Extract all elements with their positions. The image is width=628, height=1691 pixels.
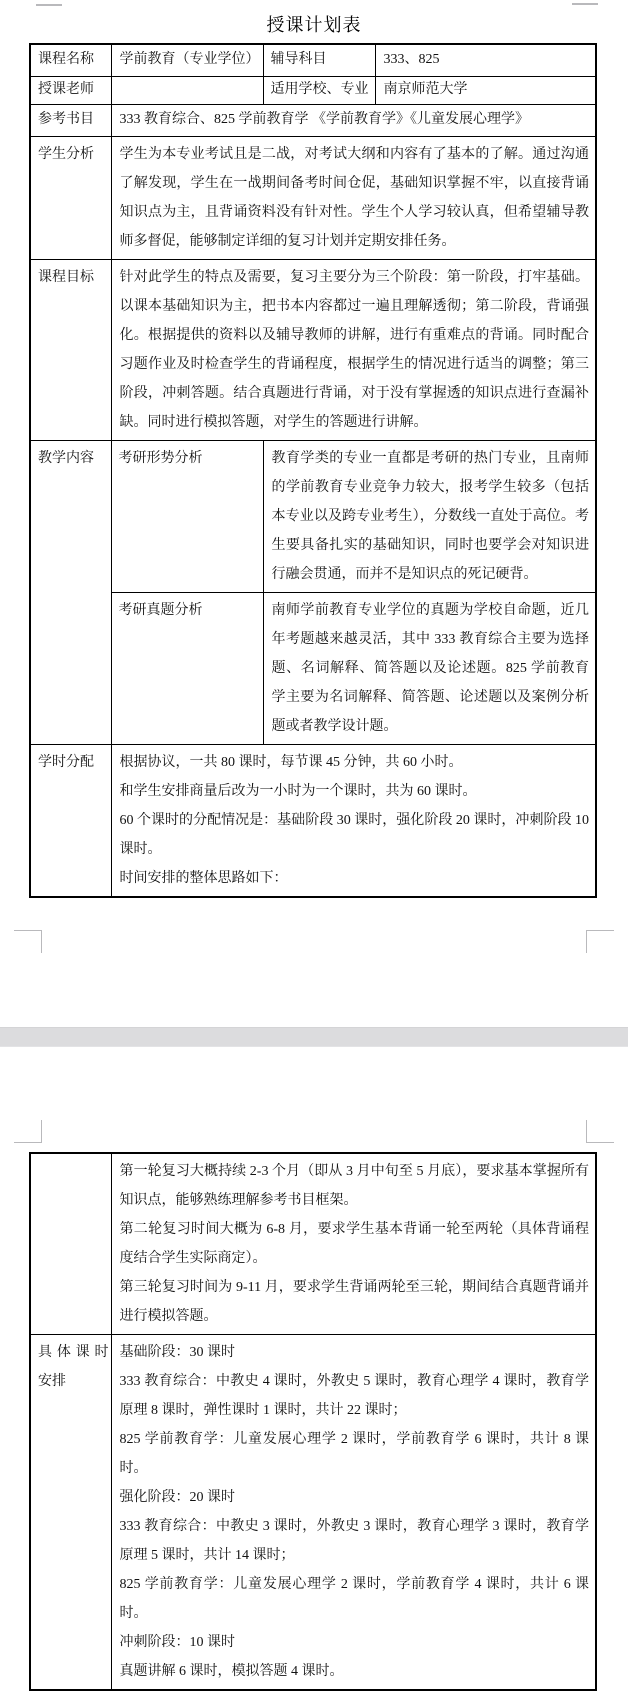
schedule-paragraph: 333 教育综合：中教史 4 课时，外教史 5 课时，教育心理学 4 课时，教育学原理 8 课时，弹性课时 1 课时，共计 22 课时； <box>119 1374 589 1418</box>
hours-paragraph: 根据协议，一共 80 课时，每节课 45 分钟，共 60 小时。 <box>119 754 463 770</box>
schedule-paragraph: 真题讲解 6 课时，模拟答题 4 课时。 <box>119 1664 344 1679</box>
hours-allocation-continued-cell <box>111 1153 596 1335</box>
teacher-value <box>111 76 263 104</box>
past-papers-label: 考研真题分析 <box>111 592 263 744</box>
course-goal-value: 针对此学生的特点及需要，复习主要分为三个阶段：第一阶段，打牢基础。以课本基础知识为主，把书本内容都过一遍且理解透彻；第二阶段，背诵强化。根据提供的资料以及辅导教师的讲解，进行有重难点的背诵。同时配合习题作业及时检查学生的背诵程度，根据学生的情况进行适当的调整；第三阶段，冲刺答题。结合真题进行背诵，对于没有掌握透的知识点进行查漏补缺。同时进行模拟答题，对学生的答题进行讲解。 <box>111 259 596 440</box>
schedule-paragraph: 强化阶段：20 课时 <box>119 1490 235 1505</box>
reference-books-value: 333 教育综合、825 学前教育学 《学前教育学》《儿童发展心理学》 <box>111 104 596 136</box>
schedule-label-line: 安排 <box>38 1374 66 1389</box>
margin-mark-bottom-left <box>14 930 42 931</box>
table-row <box>30 440 596 592</box>
reference-books-label: 参考书目 <box>30 104 111 136</box>
margin-mark-bottom-left <box>41 930 42 953</box>
margin-mark-top-right <box>586 1120 587 1142</box>
page-break-gap <box>0 1027 628 1047</box>
course-goal-label: 课程目标 <box>30 259 111 440</box>
student-analysis-label: 学生分析 <box>30 136 111 259</box>
hours-allocation-cell <box>111 744 596 897</box>
hours-paragraph: 时间安排的整体思路如下： <box>119 870 288 886</box>
margin-mark-bottom-right <box>586 930 614 931</box>
review-round-paragraph: 第二轮复习时间大概为 6-8 月，要求学生基本背诵一轮至两轮（具体背诵程度结合学生实际商定）。 <box>119 1222 589 1266</box>
review-round-paragraph: 第一轮复习大概持续 2-3 个月（即从 3 月中旬至 5 月底），要求基本掌握所有知识点，能够熟练理解参考书目框架。 <box>119 1164 589 1208</box>
table-row <box>30 136 596 259</box>
margin-mark-top-right <box>586 1142 614 1143</box>
subject-value: 333、825 <box>375 44 596 76</box>
table-row <box>30 1153 596 1335</box>
schedule-paragraph: 825 学前教育学：儿童发展心理学 2 课时，学前教育学 6 课时，共计 8 课时。 <box>119 1432 589 1476</box>
school-label: 适用学校、专业 <box>263 76 375 104</box>
hours-allocation-continued-label <box>30 1153 111 1335</box>
schedule-paragraph: 冲刺阶段：10 课时 <box>119 1635 235 1650</box>
table-row <box>30 1335 596 1691</box>
past-papers-text: 南师学前教育专业学位的真题为学校自命题，近几年考题越来越灵活，其中 333 教育综合主要为选择题、名词解释、简答题以及论述题。825 学前教育学主要为名词解释、简答题、论述题以及案例分析题或者教学设计题。 <box>263 592 596 744</box>
schedule-label <box>30 1335 111 1691</box>
schedule-paragraph: 333 教育综合：中教史 3 课时，外教史 3 课时，教育心理学 3 课时，教育学原理 5 课时，共计 14 课时； <box>119 1519 589 1563</box>
margin-mark-top-left <box>41 1120 42 1142</box>
subject-label: 辅导科目 <box>263 44 375 76</box>
page-2 <box>0 1047 628 1679</box>
table-row <box>30 259 596 440</box>
hours-allocation-label: 学时分配 <box>30 744 111 897</box>
margin-mark-top-left <box>14 1142 42 1143</box>
schedule-label-line: 具体课时 <box>38 1345 109 1360</box>
hours-paragraph: 60 个课时的分配情况是：基础阶段 30 课时，强化阶段 20 课时，冲刺阶段 10 课时。 <box>119 812 589 857</box>
exam-situation-text: 教育学类的专业一直都是考研的热门专业，且南师的学前教育专业竞争力较大，报考学生较多（包括本专业以及跨专业考生），分数线一直处于高位。考生要具备扎实的基础知识，同时也要学会对知识进行融会贯通，而并不是知识点的死记硬背。 <box>263 440 596 592</box>
margin-mark-top-right <box>572 3 598 5</box>
schedule-cell <box>111 1335 596 1691</box>
margin-mark-top-left <box>36 4 62 6</box>
teaching-content-label: 教学内容 <box>30 440 111 744</box>
school-value: 南京师范大学 <box>375 76 596 104</box>
review-round-paragraph: 第三轮复习时间为 9-11 月，要求学生背诵两轮至三轮，期间结合真题背诵并进行模拟答题。 <box>119 1280 589 1324</box>
schedule-paragraph: 基础阶段：30 课时 <box>119 1345 235 1360</box>
table-row <box>30 76 596 104</box>
student-analysis-value: 学生为本专业考试且是二战，对考试大纲和内容有了基本的了解。通过沟通了解发现，学生在一战期间备考时间仓促，基础知识掌握不牢，以直接背诵知识点为主，且背诵资料没有针对性。学生个人学习较认真，但希望辅导教师多督促，能够制定详细的复习计划并定期安排任务。 <box>111 136 596 259</box>
lesson-plan-table-page1 <box>29 43 597 898</box>
exam-situation-label: 考研形势分析 <box>111 440 263 592</box>
table-row <box>30 592 596 744</box>
table-row <box>30 744 596 897</box>
lesson-plan-table-page2 <box>29 1152 597 1691</box>
course-name-label: 课程名称 <box>30 44 111 76</box>
course-name-value: 学前教育（专业学位） <box>111 44 263 76</box>
teacher-label: 授课老师 <box>30 76 111 104</box>
page-title: 授课计划表 <box>266 15 362 35</box>
table-row <box>30 44 596 76</box>
hours-paragraph: 和学生安排商量后改为一小时为一个课时，共为 60 课时。 <box>119 783 477 799</box>
schedule-paragraph: 825 学前教育学：儿童发展心理学 2 课时，学前教育学 4 课时，共计 6 课时。 <box>119 1577 589 1621</box>
margin-mark-bottom-right <box>586 930 587 953</box>
table-row <box>30 104 596 136</box>
